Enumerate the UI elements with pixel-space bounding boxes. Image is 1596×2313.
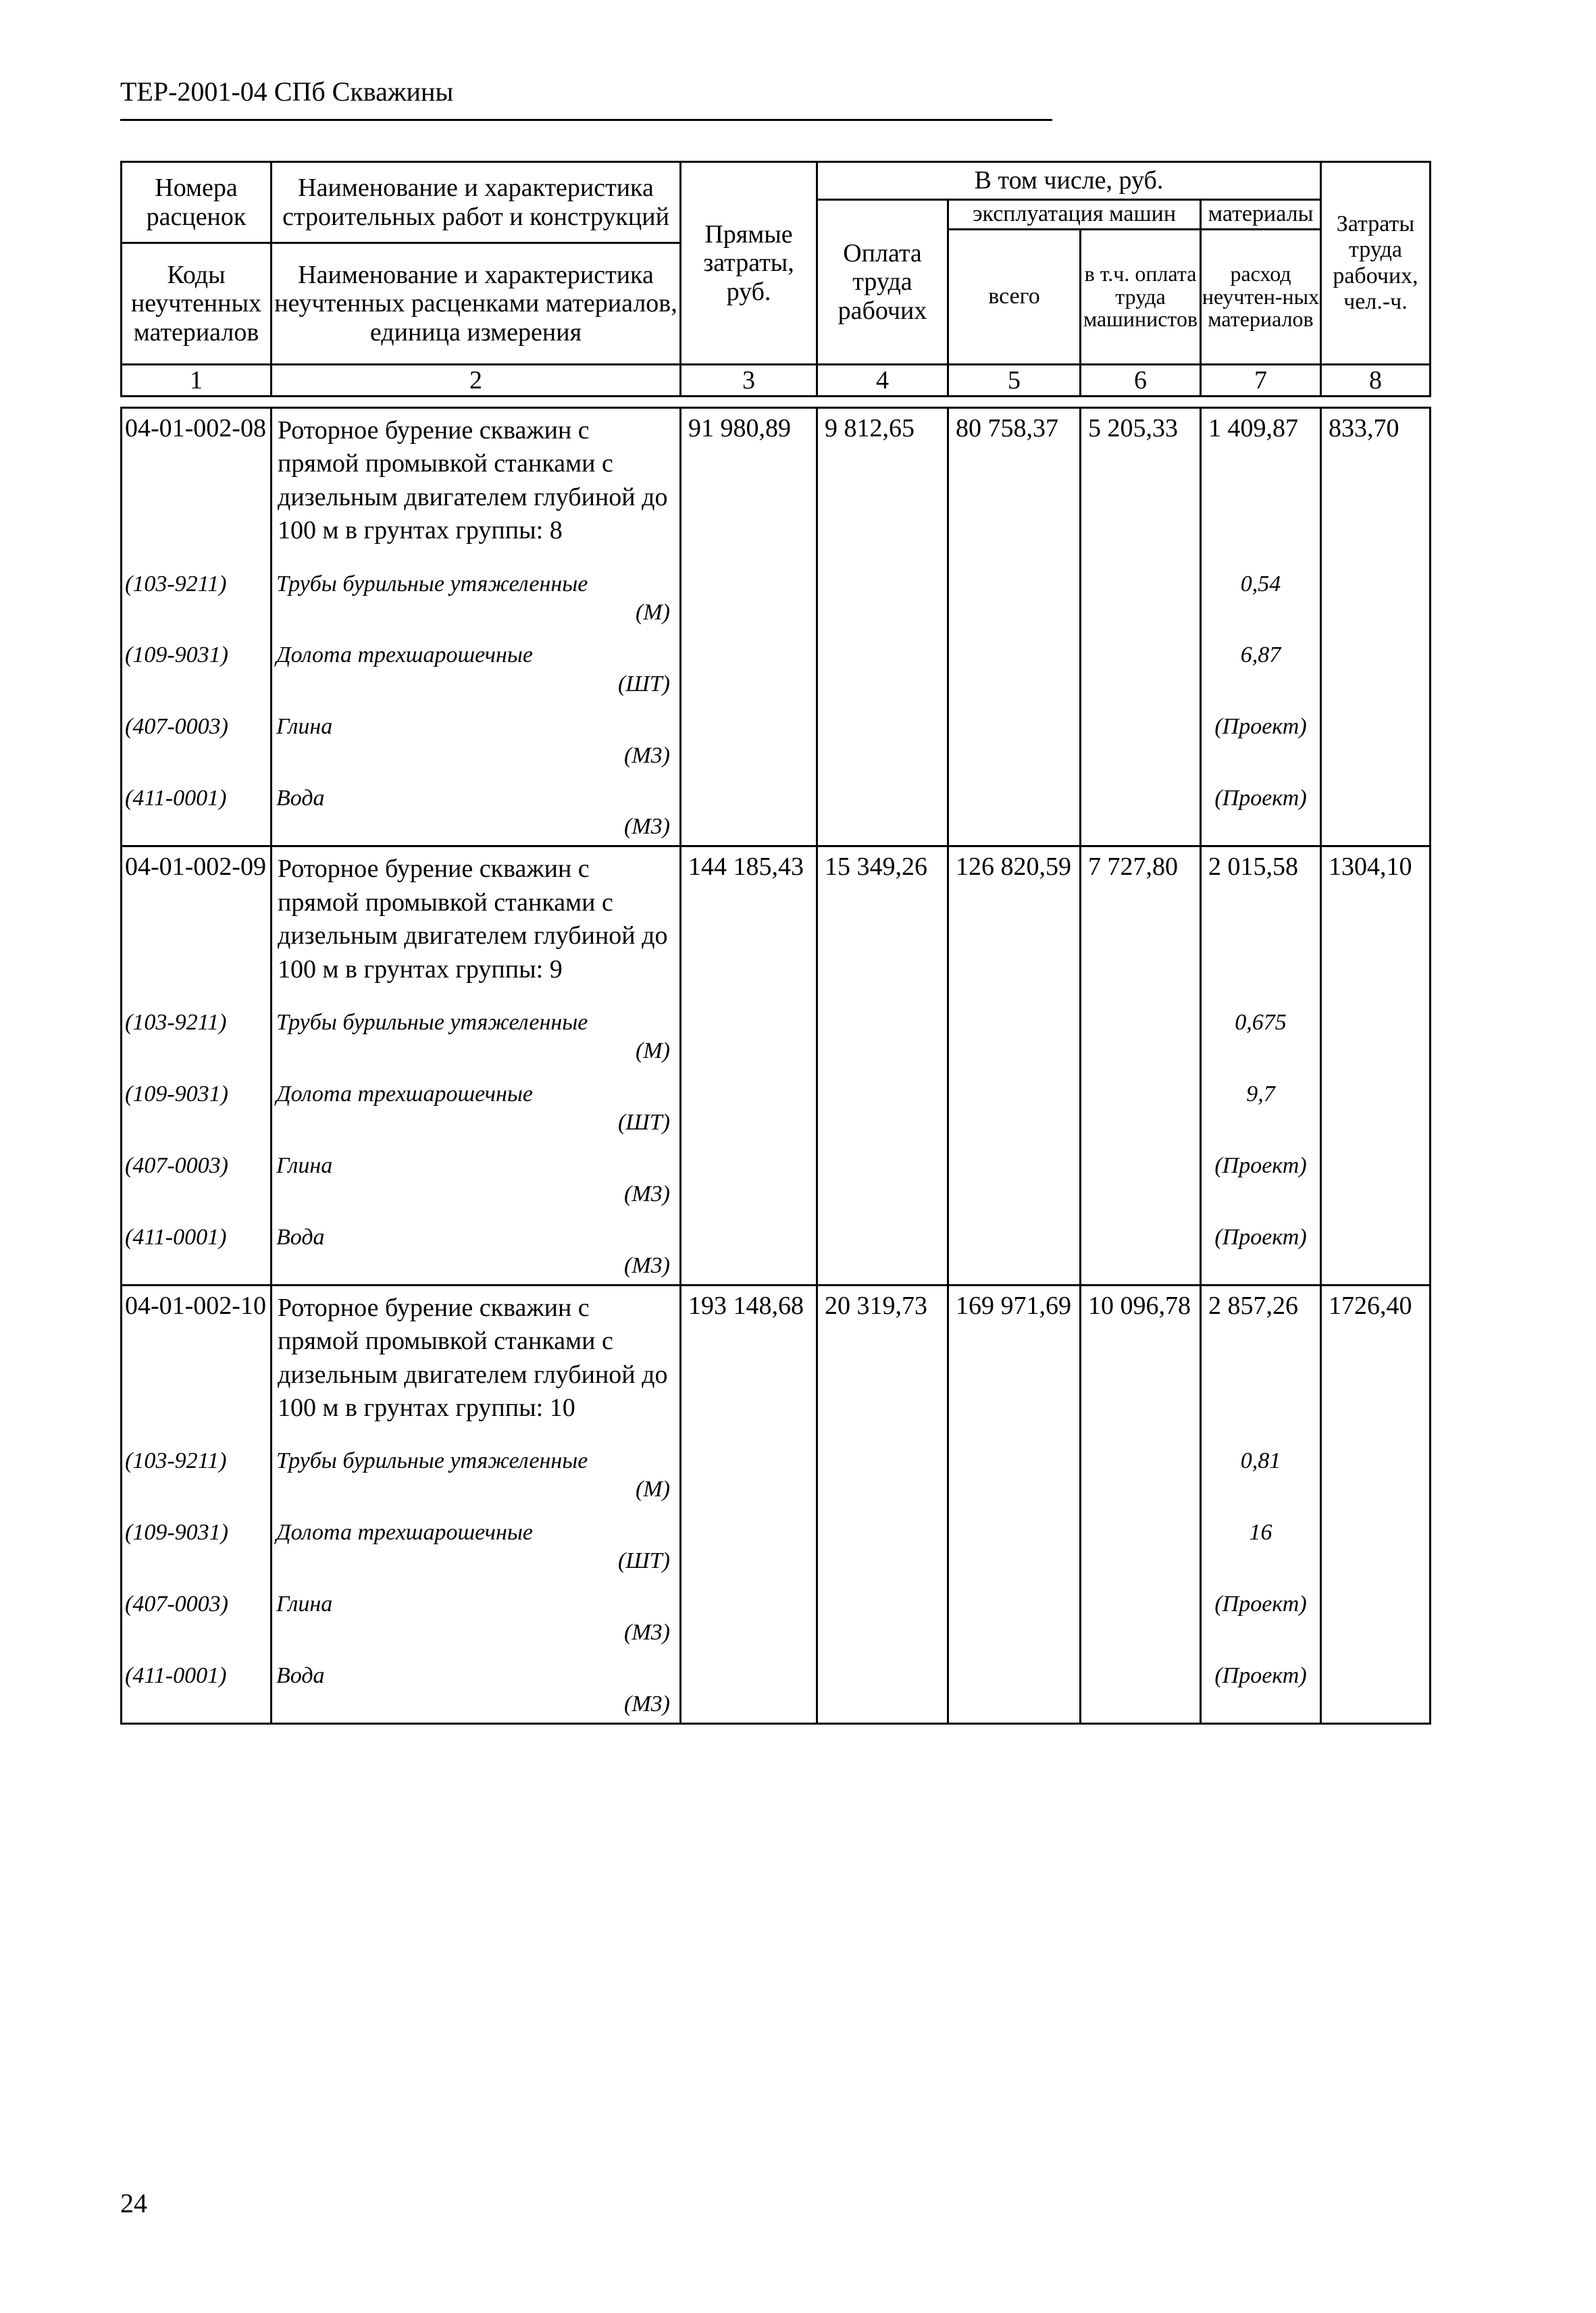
rate-code: 04-01-002-08 bbox=[122, 408, 272, 559]
material-unit: (М) bbox=[636, 1477, 670, 1502]
material-amount: 9,7 bbox=[1201, 1069, 1321, 1141]
material-code: (407-0003) bbox=[122, 1579, 272, 1651]
material-code: (103-9211) bbox=[122, 559, 272, 631]
material-name-text: Трубы бурильные утяжеленные bbox=[276, 1009, 588, 1035]
machines-total-value: 80 758,37 bbox=[948, 408, 1081, 559]
column-number: 6 bbox=[1081, 365, 1201, 397]
material-row bbox=[122, 1508, 1431, 1579]
header-machinists-pay: в т.ч. оплата труда машинистов bbox=[1081, 230, 1201, 365]
rate-name: Роторное бурение скважин с прямой промывкой станками с дизельным двигателем глубиной до 100 м в грунтах группы: 8 bbox=[272, 408, 681, 559]
material-name-text: Глина bbox=[276, 1152, 333, 1178]
header-materials-group: материалы bbox=[1201, 200, 1321, 230]
material-code: (411-0001) bbox=[122, 773, 272, 846]
material-row bbox=[122, 559, 1431, 631]
material-amount: 0,81 bbox=[1201, 1436, 1321, 1508]
material-name-text: Долота трехшарошечные bbox=[276, 642, 533, 668]
page-number: 24 bbox=[120, 2188, 147, 2218]
material-row bbox=[122, 1651, 1431, 1723]
material-unit: (М3) bbox=[624, 1692, 670, 1717]
material-amount: (Проект) bbox=[1201, 773, 1321, 846]
worker-pay-value: 20 319,73 bbox=[817, 1285, 948, 1436]
machines-total-value: 126 820,59 bbox=[948, 846, 1081, 998]
material-amount: (Проект) bbox=[1201, 1651, 1321, 1723]
material-name-text: Трубы бурильные утяжеленные bbox=[276, 1448, 588, 1474]
worker-pay-value: 9 812,65 bbox=[817, 408, 948, 559]
material-name bbox=[272, 630, 681, 702]
material-name-text: Вода bbox=[276, 786, 325, 811]
material-amount: (Проект) bbox=[1201, 1213, 1321, 1285]
material-name bbox=[272, 1213, 681, 1285]
material-amount: 6,87 bbox=[1201, 630, 1321, 702]
material-name-text: Глина bbox=[276, 714, 333, 740]
direct-costs-value: 144 185,43 bbox=[681, 846, 817, 998]
machinists-pay-value: 7 727,80 bbox=[1081, 846, 1201, 998]
material-unit: (ШТ) bbox=[617, 1548, 670, 1574]
header-machines-group: эксплуатация машин bbox=[948, 200, 1201, 230]
material-amount: (Проект) bbox=[1201, 1579, 1321, 1651]
material-amount: 0,675 bbox=[1201, 998, 1321, 1069]
material-row bbox=[122, 1579, 1431, 1651]
material-unit: (М) bbox=[636, 1038, 670, 1063]
labor-hours-value: 833,70 bbox=[1321, 408, 1431, 559]
material-amount: (Проект) bbox=[1201, 702, 1321, 773]
material-name bbox=[272, 773, 681, 846]
header-material-codes: Коды неучтенных материалов bbox=[122, 243, 272, 365]
material-name bbox=[272, 1436, 681, 1508]
material-name-text: Долота трехшарошечные bbox=[276, 1520, 533, 1546]
material-name bbox=[272, 1069, 681, 1141]
labor-hours-value: 1726,40 bbox=[1321, 1285, 1431, 1436]
header-machines-total: всего bbox=[948, 230, 1081, 365]
worker-pay-value: 15 349,26 bbox=[817, 846, 948, 998]
machinists-pay-value: 5 205,33 bbox=[1081, 408, 1201, 559]
header-rate-numbers: Номера расценок bbox=[122, 162, 272, 243]
column-number: 1 bbox=[122, 365, 272, 397]
material-name bbox=[272, 559, 681, 631]
direct-costs-value: 91 980,89 bbox=[681, 408, 817, 559]
material-name-text: Глина bbox=[276, 1592, 333, 1617]
rates-table bbox=[120, 407, 1431, 1725]
header-unaccounted-materials: расход неучтен-ных материалов bbox=[1201, 230, 1321, 365]
material-amount: (Проект) bbox=[1201, 1141, 1321, 1213]
material-name bbox=[272, 998, 681, 1069]
materials-value: 2 015,58 bbox=[1201, 846, 1321, 998]
material-row bbox=[122, 773, 1431, 846]
header-direct-costs: Прямые затраты, руб. bbox=[681, 162, 817, 365]
material-unit: (М3) bbox=[624, 742, 670, 768]
material-name bbox=[272, 1508, 681, 1579]
column-header-table bbox=[120, 161, 1431, 397]
material-row bbox=[122, 998, 1431, 1069]
column-number: 5 bbox=[948, 365, 1081, 397]
material-code: (103-9211) bbox=[122, 998, 272, 1069]
rate-row bbox=[122, 1285, 1431, 1436]
rate-row bbox=[122, 846, 1431, 998]
header-labor-hours: Затраты труда рабочих, чел.-ч. bbox=[1321, 162, 1431, 365]
material-code: (103-9211) bbox=[122, 1436, 272, 1508]
material-row bbox=[122, 702, 1431, 773]
column-number: 4 bbox=[817, 365, 948, 397]
material-code: (411-0001) bbox=[122, 1651, 272, 1723]
material-amount: 16 bbox=[1201, 1508, 1321, 1579]
rate-code: 04-01-002-10 bbox=[122, 1285, 272, 1436]
material-unit: (М) bbox=[636, 599, 670, 625]
header-material-names: Наименование и характеристика неучтенных расценками материалов, единица измерения bbox=[272, 243, 681, 365]
material-amount: 0,54 bbox=[1201, 559, 1321, 631]
material-unit: (М3) bbox=[624, 1181, 670, 1206]
header-work-name: Наименование и характеристика строительных работ и конструкций bbox=[272, 162, 681, 243]
materials-value: 1 409,87 bbox=[1201, 408, 1321, 559]
header-worker-pay: Оплата труда рабочих bbox=[817, 200, 948, 365]
material-row bbox=[122, 1069, 1431, 1141]
document-title: ТЕР-2001-04 СПб Скважины bbox=[120, 76, 454, 107]
material-name bbox=[272, 1579, 681, 1651]
material-name bbox=[272, 1651, 681, 1723]
column-number: 8 bbox=[1321, 365, 1431, 397]
rate-name: Роторное бурение скважин с прямой промывкой станками с дизельным двигателем глубиной до 100 м в грунтах группы: 9 bbox=[272, 846, 681, 998]
column-number: 7 bbox=[1201, 365, 1321, 397]
material-code: (109-9031) bbox=[122, 1508, 272, 1579]
material-code: (109-9031) bbox=[122, 1069, 272, 1141]
rate-name: Роторное бурение скважин с прямой промывкой станками с дизельным двигателем глубиной до 100 м в грунтах группы: 10 bbox=[272, 1285, 681, 1436]
column-number: 3 bbox=[681, 365, 817, 397]
material-name bbox=[272, 1141, 681, 1213]
material-name-text: Трубы бурильные утяжеленные bbox=[276, 571, 588, 596]
material-row bbox=[122, 1213, 1431, 1285]
header-including-group: В том числе, руб. bbox=[817, 162, 1321, 200]
material-name-text: Долота трехшарошечные bbox=[276, 1081, 533, 1107]
material-code: (109-9031) bbox=[122, 630, 272, 702]
material-row bbox=[122, 630, 1431, 702]
direct-costs-value: 193 148,68 bbox=[681, 1285, 817, 1436]
material-unit: (ШТ) bbox=[617, 671, 670, 696]
material-code: (407-0003) bbox=[122, 702, 272, 773]
material-code: (407-0003) bbox=[122, 1141, 272, 1213]
rate-code: 04-01-002-09 bbox=[122, 846, 272, 998]
machines-total-value: 169 971,69 bbox=[948, 1285, 1081, 1436]
material-row bbox=[122, 1141, 1431, 1213]
rate-row bbox=[122, 408, 1431, 559]
material-code: (411-0001) bbox=[122, 1213, 272, 1285]
column-number: 2 bbox=[272, 365, 681, 397]
title-rule bbox=[120, 119, 1052, 121]
machinists-pay-value: 10 096,78 bbox=[1081, 1285, 1201, 1436]
material-unit: (ШТ) bbox=[617, 1109, 670, 1135]
material-row bbox=[122, 1436, 1431, 1508]
labor-hours-value: 1304,10 bbox=[1321, 846, 1431, 998]
material-name bbox=[272, 702, 681, 773]
material-unit: (М3) bbox=[624, 1252, 670, 1278]
materials-value: 2 857,26 bbox=[1201, 1285, 1321, 1436]
material-name-text: Вода bbox=[276, 1663, 325, 1689]
material-unit: (М3) bbox=[624, 1620, 670, 1646]
material-name-text: Вода bbox=[276, 1224, 325, 1250]
material-unit: (М3) bbox=[624, 814, 670, 840]
